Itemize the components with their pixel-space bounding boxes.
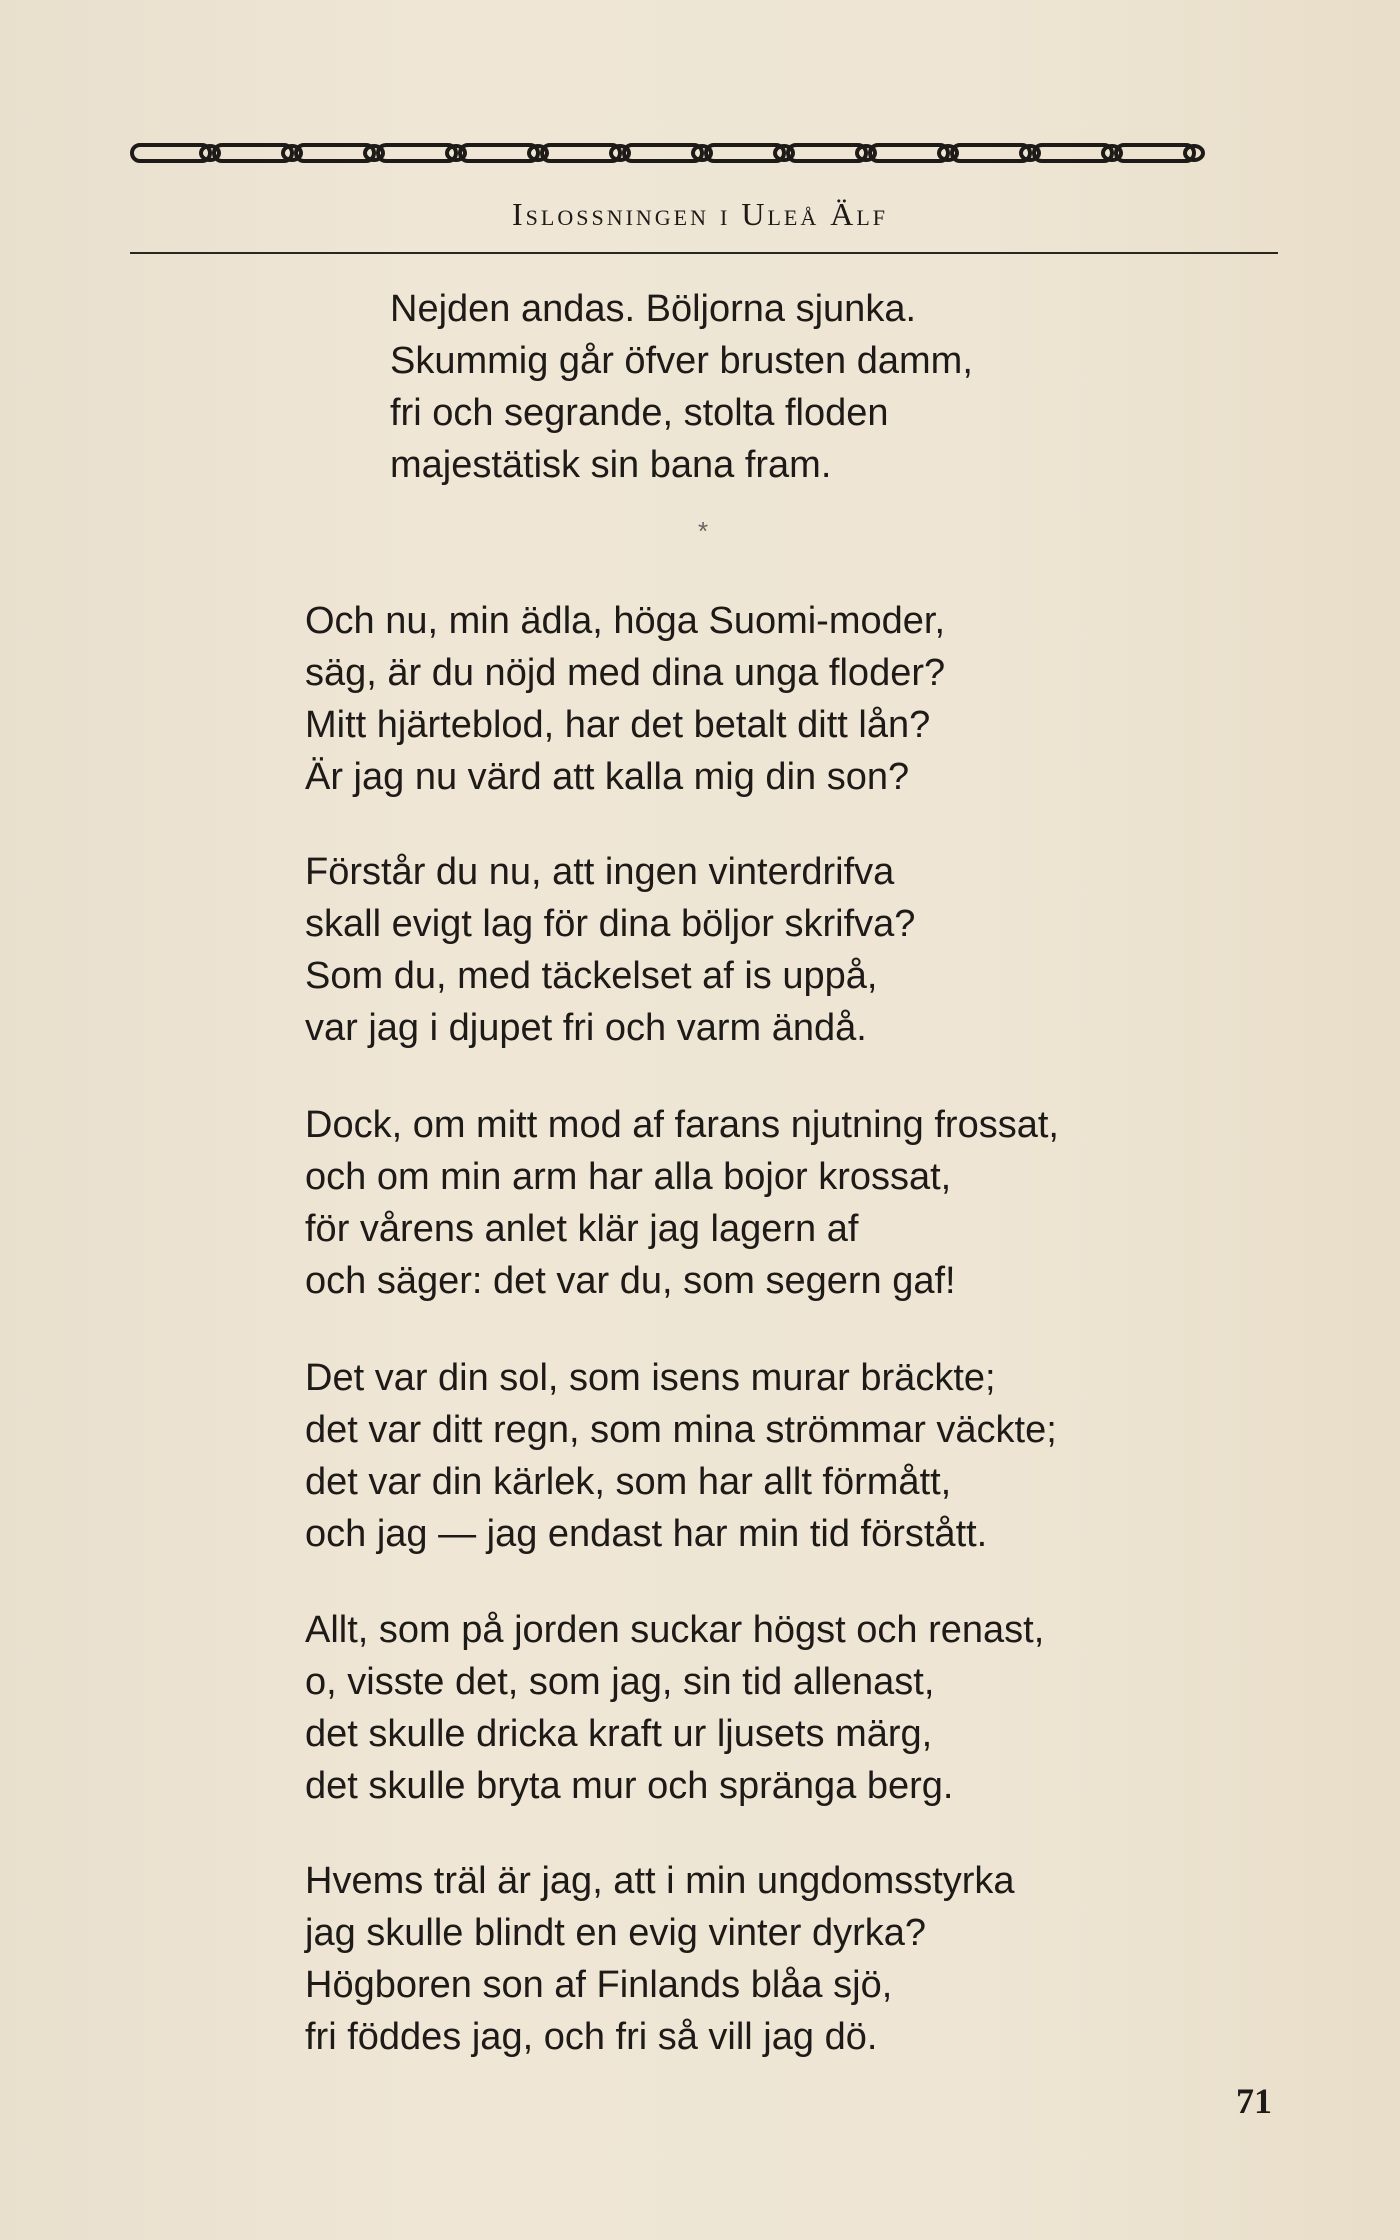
verse-line: Förstår du nu, att ingen vinterdrifva	[305, 851, 895, 893]
verse-line: Nejden andas. Böljorna sjunka.	[390, 288, 917, 330]
verse-line: Mitt hjärteblod, har det betalt ditt lån?	[305, 704, 931, 746]
stanza	[305, 1604, 1044, 1812]
verse-line: skall evigt lag för dina böljor skrifva?	[305, 903, 916, 945]
header-rule	[130, 252, 1278, 254]
stanza	[305, 1855, 1015, 2063]
verse-line: fri och segrande, stolta floden	[390, 392, 889, 434]
stanza	[305, 1099, 1059, 1307]
verse-line: och säger: det var du, som segern gaf!	[305, 1260, 956, 1302]
verse-line: fri föddes jag, och fri så vill jag dö.	[305, 2016, 878, 2058]
verse-line: och om min arm har alla bojor krossat,	[305, 1156, 952, 1198]
stanza	[305, 846, 915, 1054]
verse-line: Det var din sol, som isens murar bräckte;	[305, 1357, 996, 1399]
running-head: Islossningen i Uleå Älf	[512, 196, 888, 232]
verse-line: det var din kärlek, som har allt förmått,	[305, 1461, 952, 1503]
verse-line: Skummig går öfver brusten damm,	[390, 340, 973, 382]
chain-ornament-icon	[128, 136, 1278, 170]
verse-line: o, visste det, som jag, sin tid allenast,	[305, 1661, 935, 1703]
verse-line: det skulle bryta mur och spränga berg.	[305, 1765, 954, 1807]
page-number: 71	[1236, 2081, 1272, 2121]
verse-line: Högboren son af Finlands blåa sjö,	[305, 1964, 893, 2006]
verse-line: för vårens anlet klär jag lagern af	[305, 1208, 859, 1250]
verse-line: Dock, om mitt mod af farans njutning frossat,	[305, 1104, 1059, 1146]
verse-line: Hvems träl är jag, att i min ungdomsstyrka	[305, 1860, 1015, 1902]
verse-line: var jag i djupet fri och varm ändå.	[305, 1007, 867, 1049]
verse-line: Och nu, min ädla, höga Suomi-moder,	[305, 600, 946, 642]
verse-line: och jag — jag endast har min tid förstått.	[305, 1513, 988, 1555]
section-separator: *	[697, 516, 709, 546]
stanza	[305, 595, 945, 803]
verse-line: det var ditt regn, som mina strömmar väckte;	[305, 1409, 1057, 1451]
stanza	[390, 283, 973, 491]
verse-line: jag skulle blindt en evig vinter dyrka?	[305, 1912, 927, 1954]
verse-line: säg, är du nöjd med dina unga floder?	[305, 652, 946, 694]
stanza	[305, 1352, 1057, 1560]
verse-line: Som du, med täckelset af is uppå,	[305, 955, 878, 997]
verse-line: Allt, som på jorden suckar högst och renast,	[305, 1609, 1045, 1651]
verse-line: det skulle dricka kraft ur ljusets märg,	[305, 1713, 933, 1755]
verse-line: majestätisk sin bana fram.	[390, 444, 832, 486]
verse-line: Är jag nu värd att kalla mig din son?	[305, 756, 910, 798]
